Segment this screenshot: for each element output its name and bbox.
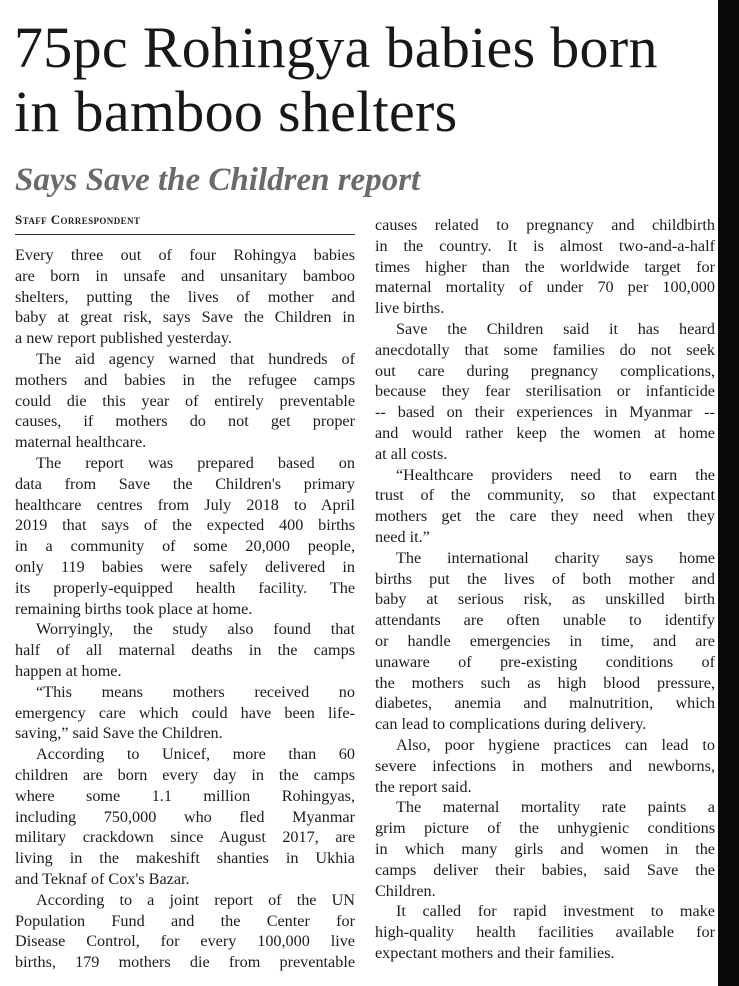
article-text-line: live births. [375, 299, 445, 318]
scan-edge-bar [718, 0, 739, 986]
article-text-line: camps deliver their babies, said Save the [375, 860, 715, 879]
article-text-line: at all costs. [375, 444, 448, 463]
article-text-line: Worryingly, the study also found that [36, 620, 355, 639]
article-text-line: children are born every day in the camps [15, 765, 355, 784]
article-text-line: -- based on their experiences in Myanmar -- [375, 403, 715, 422]
article-text-line: and Teknaf of Cox's Bazar. [15, 869, 190, 888]
article-text-line: 2019 that says of the expected 400 births [15, 516, 355, 535]
article-text-line: diabetes, anemia and malnutrition, which [375, 694, 715, 713]
article-text-line: The maternal mortality rate paints a [396, 798, 715, 817]
article-text-line: are born in unsafe and unsanitary bamboo [15, 266, 355, 285]
article-text-line: saving,” said Save the Children. [15, 724, 223, 743]
article-text-line: It called for rapid investment to make [396, 902, 715, 921]
article-text-line: severe infections in mothers and newborns, [375, 756, 715, 775]
article-text-line: According to Unicef, more than 60 [36, 745, 355, 764]
article-text-line: high-quality health facilities available for [375, 923, 715, 942]
article-text-line: The report was prepared based on [36, 453, 355, 472]
article-text-line: causes, if mothers do not get proper [15, 412, 355, 431]
article-text-line: the mothers such as high blood pressure, [375, 673, 715, 692]
article-text-line: the report said. [375, 777, 472, 796]
article-text-line: births, 179 mothers die from preventable [15, 953, 355, 972]
article-text-line: unaware of pre-existing conditions of [375, 652, 715, 671]
article-text-line: Population Fund and the Center for [15, 911, 355, 930]
article-text-line: or handle emergencies in time, and are [375, 631, 715, 650]
article-text-line: mothers and babies in the refugee camps [15, 370, 355, 389]
article-text-line: could die this year of entirely preventable [15, 391, 355, 410]
article-text-line: births put the lives of both mother and [375, 569, 715, 588]
article-text-line: trust of the community, so that expectant [375, 486, 715, 505]
article-text-line: The aid agency warned that hundreds of [36, 349, 355, 368]
article-text-line: military crackdown since August 2017, are [15, 828, 355, 847]
article-text-line: can lead to complications during delivery. [375, 715, 647, 734]
byline: Staff Correspondent [15, 211, 355, 235]
article-text-line: According to a joint report of the UN [36, 890, 355, 909]
article-text-line: Also, poor hygiene practices can lead to [396, 735, 715, 754]
article-text-line: only 119 babies were safely delivered in [15, 557, 355, 576]
article-text-line: grim picture of the unhygienic conditions [375, 819, 715, 838]
article-text-line: anecdotally that some families do not seek [375, 340, 715, 359]
article-text-line: expectant mothers and their families. [375, 943, 615, 962]
article-text-line: maternal mortality of under 70 per 100,000 [375, 278, 715, 297]
article-text-line: shelters, putting the lives of mother and [15, 287, 355, 306]
article-text-line: causes related to pregnancy and childbirth [375, 216, 715, 234]
article-column-left [15, 245, 355, 973]
article-text-line: including 750,000 who fled Myanmar [15, 807, 355, 826]
article-text-line: “Healthcare providers need to earn the [396, 465, 715, 484]
article-text-line: “This means mothers received no [36, 682, 355, 701]
article-text-line: living in the makeshift shanties in Ukhia [15, 849, 355, 868]
article-text-line: remaining births took place at home. [15, 599, 253, 618]
article-text-line: its properly-equipped health facility. The [15, 578, 355, 597]
subheadline: Says Save the Children report [15, 162, 421, 198]
article-text-line: in which many girls and women in the [375, 839, 715, 858]
article-text-line: baby at great risk, says Save the Children in [15, 308, 355, 327]
article-text-line: in a community of some 20,000 people, [15, 537, 355, 556]
article-text-line: need it.” [375, 527, 430, 546]
article-text-line: mothers get the care they need when they [375, 507, 715, 526]
article-column-right [375, 215, 715, 964]
article-text-line: and would rather keep the women at home [375, 423, 715, 442]
article-text-line: The international charity says home [396, 548, 715, 567]
article-text-line: emergency care which could have been life- [15, 703, 355, 722]
article-text-line: in the country. It is almost two-and-a-half [375, 236, 715, 255]
article-text-line: data from Save the Children's primary [15, 474, 355, 493]
article-text-line: because they fear sterilisation or infanticide [375, 382, 715, 401]
article-text-line: Every three out of four Rohingya babies [15, 246, 355, 264]
article-text-line: healthcare centres from July 2018 to April [15, 495, 355, 514]
article-text-line: happen at home. [15, 661, 122, 680]
article-text-line: baby at serious risk, as unskilled birth [375, 590, 715, 609]
article-text-line: maternal healthcare. [15, 433, 147, 452]
article-text-line: Save the Children said it has heard [396, 319, 715, 338]
article-text-line: Children. [375, 881, 436, 900]
article-text-line: attendants are often unable to identify [375, 611, 715, 630]
article-text-line: where some 1.1 million Rohingyas, [15, 786, 355, 805]
article-text-line: a new report published yesterday. [15, 329, 232, 348]
article-text-line: Disease Control, for every 100,000 live [15, 932, 355, 951]
headline: 75pc Rohingya babies born in bamboo shelters [14, 15, 658, 144]
article-text-line: times higher than the worldwide target for [375, 257, 715, 276]
article-text-line: out care during pregnancy complications, [375, 361, 715, 380]
article-text-line: half of all maternal deaths in the camps [15, 641, 355, 660]
